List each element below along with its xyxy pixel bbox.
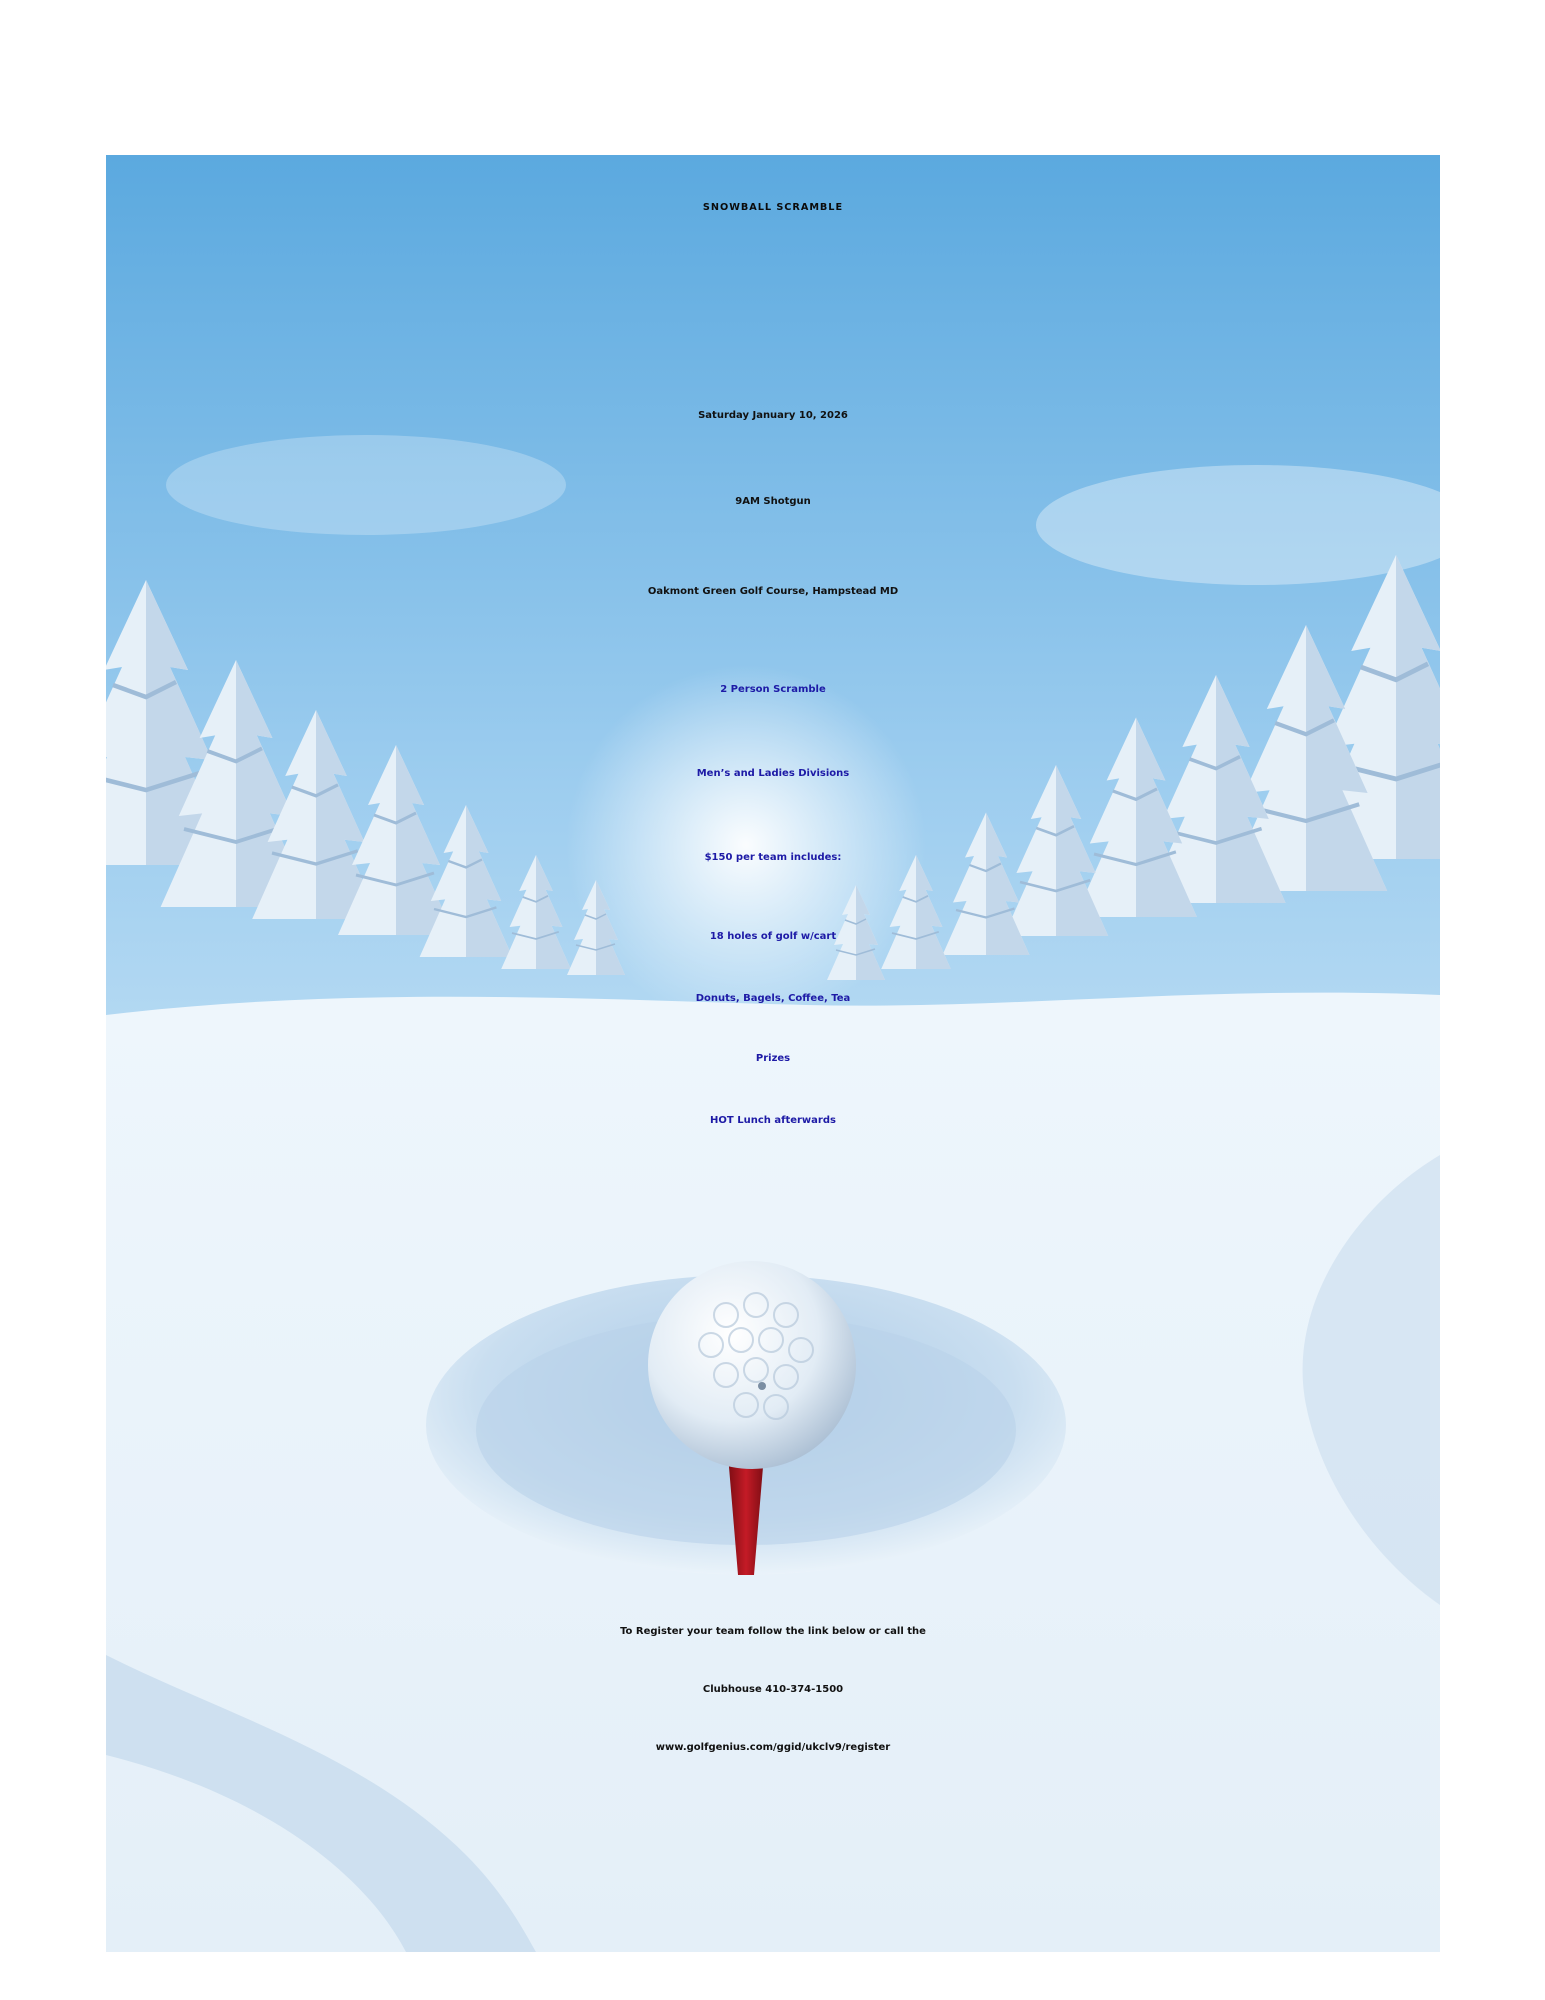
includes-item: Prizes — [755, 1053, 791, 1064]
clubhouse-phone: Clubhouse 410-374-1500 — [702, 1684, 844, 1695]
registration-link[interactable]: www.golfgenius.com/ggid/ukclv9/register — [655, 1742, 891, 1753]
event-date: Saturday January 10, 2026 — [698, 410, 848, 421]
event-start-time: 9AM Shotgun — [735, 496, 811, 507]
includes-item: HOT Lunch afterwards — [710, 1115, 836, 1126]
event-price: $150 per team includes: — [704, 852, 842, 863]
includes-item: Donuts, Bagels, Coffee, Tea — [695, 993, 851, 1004]
event-format: 2 Person Scramble — [720, 684, 826, 695]
event-location: Oakmont Green Golf Course, Hampstead MD — [647, 586, 899, 597]
event-divisions: Men’s and Ladies Divisions — [696, 768, 850, 779]
flyer — [106, 155, 1440, 1952]
registration-instructions: To Register your team follow the link below or call the — [620, 1626, 926, 1637]
includes-item: 18 holes of golf w/cart — [709, 931, 837, 942]
event-title: SNOWBALL SCRAMBLE — [702, 202, 844, 213]
